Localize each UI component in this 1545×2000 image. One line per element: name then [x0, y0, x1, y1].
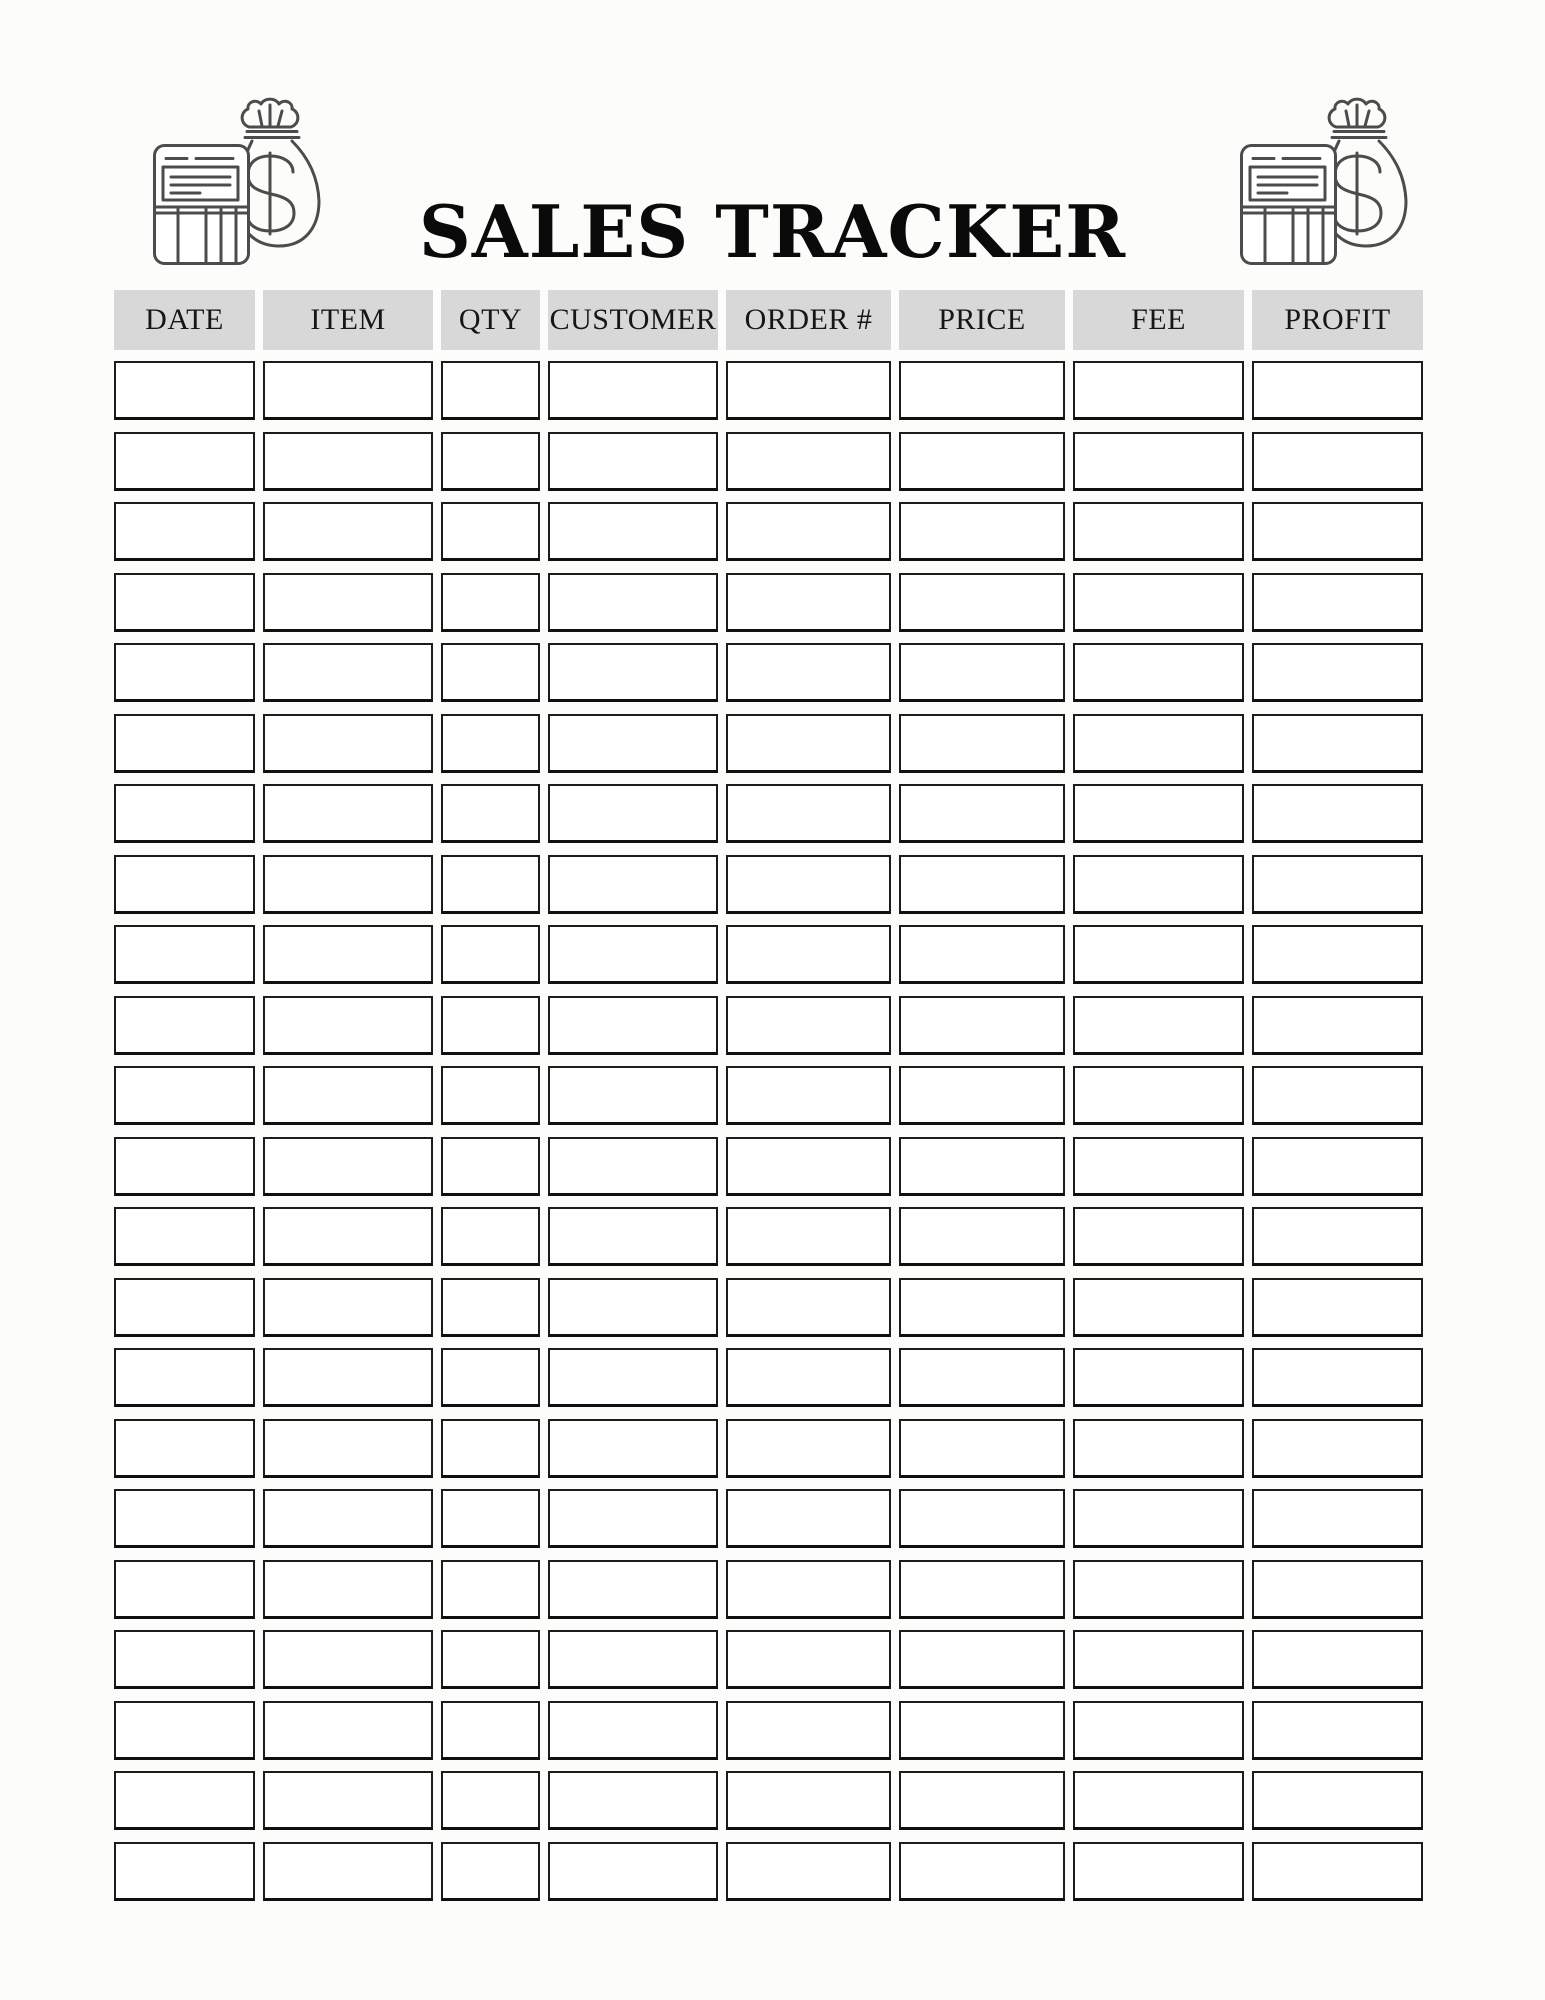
table-cell[interactable] — [1252, 714, 1423, 773]
table-cell[interactable] — [726, 1207, 891, 1266]
table-cell[interactable] — [114, 1771, 255, 1830]
table-cell[interactable] — [899, 855, 1065, 914]
table-cell[interactable] — [726, 996, 891, 1055]
header-cell-qty: QTY — [441, 290, 540, 350]
table-cell[interactable] — [1252, 1419, 1423, 1478]
table-cell[interactable] — [114, 502, 255, 561]
table-cell[interactable] — [548, 1278, 718, 1337]
table-cell[interactable] — [548, 1489, 718, 1548]
table-cell[interactable] — [114, 1630, 255, 1689]
table-cell[interactable] — [899, 502, 1065, 561]
table-cell[interactable] — [1073, 925, 1244, 984]
table-cell[interactable] — [263, 1137, 433, 1196]
table-cell[interactable] — [1073, 996, 1244, 1055]
table-cell[interactable] — [114, 1348, 255, 1407]
table-cell[interactable] — [726, 573, 891, 632]
table-cell[interactable] — [1252, 502, 1423, 561]
table-cell[interactable] — [1252, 1771, 1423, 1830]
table-cell[interactable] — [263, 1348, 433, 1407]
table-cell[interactable] — [899, 714, 1065, 773]
table-cell[interactable] — [548, 1419, 718, 1478]
table-cell[interactable] — [548, 1137, 718, 1196]
table-cell[interactable] — [1073, 1066, 1244, 1125]
table-cell[interactable] — [548, 502, 718, 561]
table-cell[interactable] — [114, 361, 255, 420]
table-cell[interactable] — [726, 1842, 891, 1901]
table-cell[interactable] — [548, 432, 718, 491]
table-cell[interactable] — [263, 925, 433, 984]
table-cell[interactable] — [441, 1771, 540, 1830]
table-cell[interactable] — [441, 925, 540, 984]
table-cell[interactable] — [726, 1348, 891, 1407]
table-cell[interactable] — [1252, 1489, 1423, 1548]
table-cell[interactable] — [263, 784, 433, 843]
table-cell[interactable] — [1073, 573, 1244, 632]
table-cell[interactable] — [1252, 855, 1423, 914]
table-cell[interactable] — [548, 1066, 718, 1125]
table-cell[interactable] — [548, 1630, 718, 1689]
table-cell[interactable] — [441, 643, 540, 702]
table-cell[interactable] — [441, 1560, 540, 1619]
table-cell[interactable] — [1252, 573, 1423, 632]
table-cell[interactable] — [1252, 1137, 1423, 1196]
table-cell[interactable] — [899, 1560, 1065, 1619]
table-cell[interactable] — [899, 1630, 1065, 1689]
table-cell[interactable] — [263, 1630, 433, 1689]
table-header-row — [114, 290, 1424, 350]
table-cell[interactable] — [899, 643, 1065, 702]
table-cell[interactable] — [441, 1701, 540, 1760]
table-cell[interactable] — [114, 925, 255, 984]
table-cell[interactable] — [1252, 1207, 1423, 1266]
table-cell[interactable] — [441, 361, 540, 420]
table-cell[interactable] — [899, 1489, 1065, 1548]
table-cell[interactable] — [263, 996, 433, 1055]
table-cell[interactable] — [114, 643, 255, 702]
table-cell[interactable] — [441, 1137, 540, 1196]
table-cell[interactable] — [263, 643, 433, 702]
table-cell[interactable] — [263, 1419, 433, 1478]
table-cell[interactable] — [726, 643, 891, 702]
table-cell[interactable] — [899, 925, 1065, 984]
table-cell[interactable] — [263, 1278, 433, 1337]
table-cell[interactable] — [1252, 784, 1423, 843]
table-cell[interactable] — [114, 1419, 255, 1478]
table-cell[interactable] — [726, 784, 891, 843]
table-cell[interactable] — [548, 1701, 718, 1760]
table-cell[interactable] — [1252, 1842, 1423, 1901]
table-cell[interactable] — [1252, 1278, 1423, 1337]
table-cell[interactable] — [1073, 1630, 1244, 1689]
table-cell[interactable] — [726, 1489, 891, 1548]
table-cell[interactable] — [263, 714, 433, 773]
table-cell[interactable] — [1252, 1560, 1423, 1619]
table-cell[interactable] — [441, 1207, 540, 1266]
sales-table — [114, 290, 1424, 1901]
table-cell[interactable] — [114, 1842, 255, 1901]
table-cell[interactable] — [1073, 1419, 1244, 1478]
table-cell[interactable] — [726, 1419, 891, 1478]
table-cell[interactable] — [899, 1701, 1065, 1760]
table-cell[interactable] — [899, 1137, 1065, 1196]
table-cell[interactable] — [1073, 432, 1244, 491]
table-cell[interactable] — [726, 1137, 891, 1196]
table-cell[interactable] — [114, 1137, 255, 1196]
table-cell[interactable] — [114, 1207, 255, 1266]
table-cell[interactable] — [114, 1066, 255, 1125]
table-cell[interactable] — [548, 996, 718, 1055]
table-cell[interactable] — [114, 573, 255, 632]
table-cell[interactable] — [1252, 1066, 1423, 1125]
table-cell[interactable] — [726, 714, 891, 773]
header-cell-date: DATE — [114, 290, 255, 350]
table-cell[interactable] — [441, 1842, 540, 1901]
table-cell[interactable] — [1073, 361, 1244, 420]
table-cell[interactable] — [441, 1066, 540, 1125]
table-cell[interactable] — [263, 1489, 433, 1548]
table-cell[interactable] — [726, 1278, 891, 1337]
table-cell[interactable] — [1073, 1771, 1244, 1830]
table-cell[interactable] — [899, 784, 1065, 843]
table-cell[interactable] — [441, 573, 540, 632]
table-cell[interactable] — [114, 1701, 255, 1760]
table-cell[interactable] — [899, 1419, 1065, 1478]
header-cell-item: ITEM — [263, 290, 433, 350]
table-cell[interactable] — [114, 1560, 255, 1619]
table-cell[interactable] — [1252, 1701, 1423, 1760]
table-cell[interactable] — [726, 925, 891, 984]
table-cell[interactable] — [263, 1207, 433, 1266]
table-cell[interactable] — [1073, 855, 1244, 914]
table-cell[interactable] — [899, 361, 1065, 420]
table-cell[interactable] — [548, 643, 718, 702]
table-cell[interactable] — [1073, 1701, 1244, 1760]
table-cell[interactable] — [1073, 1560, 1244, 1619]
header-cell-customer: CUSTOMER — [548, 290, 718, 350]
table-cell[interactable] — [1073, 1207, 1244, 1266]
table-cell[interactable] — [1073, 1489, 1244, 1548]
page-title: SALES TRACKER — [418, 189, 1127, 275]
table-cell[interactable] — [726, 432, 891, 491]
table-cell[interactable] — [548, 1771, 718, 1830]
table-cell[interactable] — [114, 1489, 255, 1548]
table-cell[interactable] — [1073, 784, 1244, 843]
table-cell[interactable] — [441, 714, 540, 773]
table-cell[interactable] — [726, 1066, 891, 1125]
table-cell[interactable] — [899, 573, 1065, 632]
table-cell[interactable] — [548, 1842, 718, 1901]
table-cell[interactable] — [726, 855, 891, 914]
table-cell[interactable] — [441, 1278, 540, 1337]
header-cell-fee: FEE — [1073, 290, 1244, 350]
calculator-money-bag-icon — [1240, 99, 1408, 265]
table-cell[interactable] — [114, 1278, 255, 1337]
table-body — [114, 361, 1424, 1901]
table-cell[interactable] — [1252, 996, 1423, 1055]
table-cell[interactable] — [1252, 1630, 1423, 1689]
table-cell[interactable] — [1073, 643, 1244, 702]
table-cell[interactable] — [1252, 1348, 1423, 1407]
table-cell[interactable] — [1073, 1348, 1244, 1407]
table-cell[interactable] — [899, 1348, 1065, 1407]
table-cell[interactable] — [114, 784, 255, 843]
table-cell[interactable] — [726, 1701, 891, 1760]
table-cell[interactable] — [548, 925, 718, 984]
table-cell[interactable] — [114, 432, 255, 491]
header-cell-profit: PROFIT — [1252, 290, 1423, 350]
table-cell[interactable] — [114, 855, 255, 914]
table-cell[interactable] — [114, 996, 255, 1055]
table-cell[interactable] — [441, 1419, 540, 1478]
table-cell[interactable] — [548, 855, 718, 914]
table-cell[interactable] — [899, 1278, 1065, 1337]
table-cell[interactable] — [1073, 1137, 1244, 1196]
table-cell[interactable] — [548, 1560, 718, 1619]
table-cell[interactable] — [1073, 1842, 1244, 1901]
table-cell[interactable] — [899, 1207, 1065, 1266]
table-cell[interactable] — [263, 502, 433, 561]
table-cell[interactable] — [899, 432, 1065, 491]
table-cell[interactable] — [263, 1771, 433, 1830]
table-cell[interactable] — [1252, 925, 1423, 984]
table-cell[interactable] — [1073, 502, 1244, 561]
table-cell[interactable] — [1252, 643, 1423, 702]
table-cell[interactable] — [441, 502, 540, 561]
table-cell[interactable] — [1073, 714, 1244, 773]
table-cell[interactable] — [441, 855, 540, 914]
table-cell[interactable] — [114, 714, 255, 773]
table-cell[interactable] — [899, 1771, 1065, 1830]
table-cell[interactable] — [441, 1630, 540, 1689]
table-cell[interactable] — [548, 1207, 718, 1266]
table-cell[interactable] — [441, 996, 540, 1055]
table-cell[interactable] — [548, 573, 718, 632]
table-cell[interactable] — [1073, 1278, 1244, 1337]
table-cell[interactable] — [263, 1066, 433, 1125]
table-cell[interactable] — [726, 1771, 891, 1830]
table-cell[interactable] — [441, 784, 540, 843]
table-cell[interactable] — [726, 1560, 891, 1619]
table-cell[interactable] — [548, 1348, 718, 1407]
table-cell[interactable] — [263, 432, 433, 491]
table-cell[interactable] — [726, 361, 891, 420]
table-cell[interactable] — [441, 432, 540, 491]
table-cell[interactable] — [1252, 361, 1423, 420]
header-cell-price: PRICE — [899, 290, 1065, 350]
table-cell[interactable] — [263, 573, 433, 632]
table-cell[interactable] — [548, 714, 718, 773]
table-cell[interactable] — [726, 502, 891, 561]
table-cell[interactable] — [441, 1489, 540, 1548]
table-cell[interactable] — [1252, 432, 1423, 491]
table-cell[interactable] — [899, 1066, 1065, 1125]
table-cell[interactable] — [263, 855, 433, 914]
table-cell[interactable] — [263, 1560, 433, 1619]
header-cell-order: ORDER # — [726, 290, 891, 350]
table-cell[interactable] — [263, 1842, 433, 1901]
table-cell[interactable] — [263, 361, 433, 420]
table-cell[interactable] — [263, 1701, 433, 1760]
table-cell[interactable] — [899, 996, 1065, 1055]
table-cell[interactable] — [548, 784, 718, 843]
table-cell[interactable] — [441, 1348, 540, 1407]
table-cell[interactable] — [899, 1842, 1065, 1901]
table-cell[interactable] — [548, 361, 718, 420]
table-cell[interactable] — [726, 1630, 891, 1689]
